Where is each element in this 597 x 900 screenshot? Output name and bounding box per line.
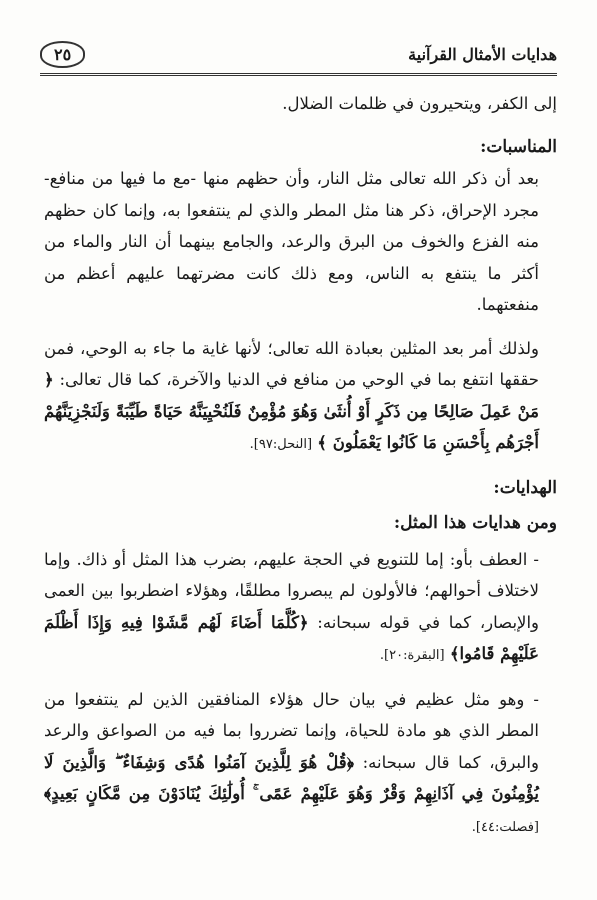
- page-header: [40, 32, 557, 76]
- verse-baqarah: ﴿كُلَّمَا أَضَاءَ لَهُم مَّشَوْا فِيهِ وَإِذَا أَظْلَمَ عَلَيْهِمْ قَامُوا﴾: [44, 612, 539, 663]
- paragraph-munasabat: بعد أن ذكر الله تعالى مثل النار، وأن حظهم منها -مع ما فيها من منافع- مجرد الإحراق، ذكر هنا مثل المطر والذي لم ينتفعوا به، وإنما كان حظهم منه الفزع والخوف من البرق والرعد، والجامع بينهما أن النار والماء من أكثر ما ينتفع به الناس، ومع ذلك كانت مضرتهما عليهم أعظم من منفعتهما.: [44, 169, 539, 314]
- heading-hidayat: الهدايات:: [493, 477, 557, 498]
- verse-nahl-ref: [النحل:٩٧].: [249, 437, 313, 452]
- paragraph-matar-text: - وهو مثل عظيم في بيان حال هؤلاء المنافقين الذين لم ينتفعوا من المطر الذي هو مادة للحياة، وإنما تضرروا بما فيه من الصواعق والرعد والبرق، كما قال سبحانه:: [44, 689, 539, 772]
- paragraph-worship-text: ولذلك أمر بعد المثلين بعبادة الله تعالى؛ لأنها غاية ما جاء به الوحي، فمن حققها انتفع بما في الوحي من منافع في الدنيا والآخرة، كما قال تعالى:: [44, 338, 539, 389]
- paragraph-atf-text: - العطف بأو: إما للتنويع في الحجة عليهم، بضرب هذا المثل أو ذاك. وإما لاختلاف أحوالهم؛ فالأولون لم يبصروا مطلقًا، وهؤلاء اضطربوا بين العمى والإبصار، كما في قوله سبحانه:: [44, 549, 539, 632]
- paragraph-atf: [44, 544, 557, 672]
- running-title: هدايات الأمثال القرآنية: [408, 44, 557, 64]
- paragraph-continuation: إلى الكفر، ويتحيرون في ظلمات الضلال.: [282, 94, 557, 113]
- header-rule: [40, 73, 557, 76]
- heading-munasabat: المناسبات:: [480, 136, 557, 157]
- verse-fussilat-ref: [فصلت:٤٤].: [471, 819, 539, 835]
- paragraph-matar: [44, 684, 557, 844]
- verse-baqarah-ref: [البقرة:٢٠].: [379, 648, 445, 663]
- verse-nahl: ﴿ مَنْ عَمِلَ صَالِحًا مِن ذَكَرٍ أَوْ أُنثَىٰ وَهُوَ مُؤْمِنٌ فَلَنُحْيِيَنَّهُ حَيَاةً طَيِّبَةً وَلَنَجْزِيَنَّهُمْ أَجْرَهُم بِأَحْسَنِ مَا كَانُوا يَعْمَلُونَ ﴾: [44, 370, 539, 452]
- verse-fussilat: ﴿قُلْ هُوَ لِلَّذِينَ آمَنُوا هُدًى وَشِفَاءٌ ۖ وَالَّذِينَ لَا يُؤْمِنُونَ فِي آذَانِهِمْ وَقْرٌ وَهُوَ عَلَيْهِمْ عَمًى ۚ أُولَٰئِكَ يُنَادَوْنَ مِن مَّكَانٍ بَعِيدٍ﴾: [44, 752, 539, 803]
- page-body: [44, 88, 557, 843]
- paragraph-worship: [44, 333, 557, 461]
- page-number: ٢٥: [40, 41, 85, 68]
- heading-hidayat-mathal: ومن هدايات هذا المثل:: [393, 513, 557, 533]
